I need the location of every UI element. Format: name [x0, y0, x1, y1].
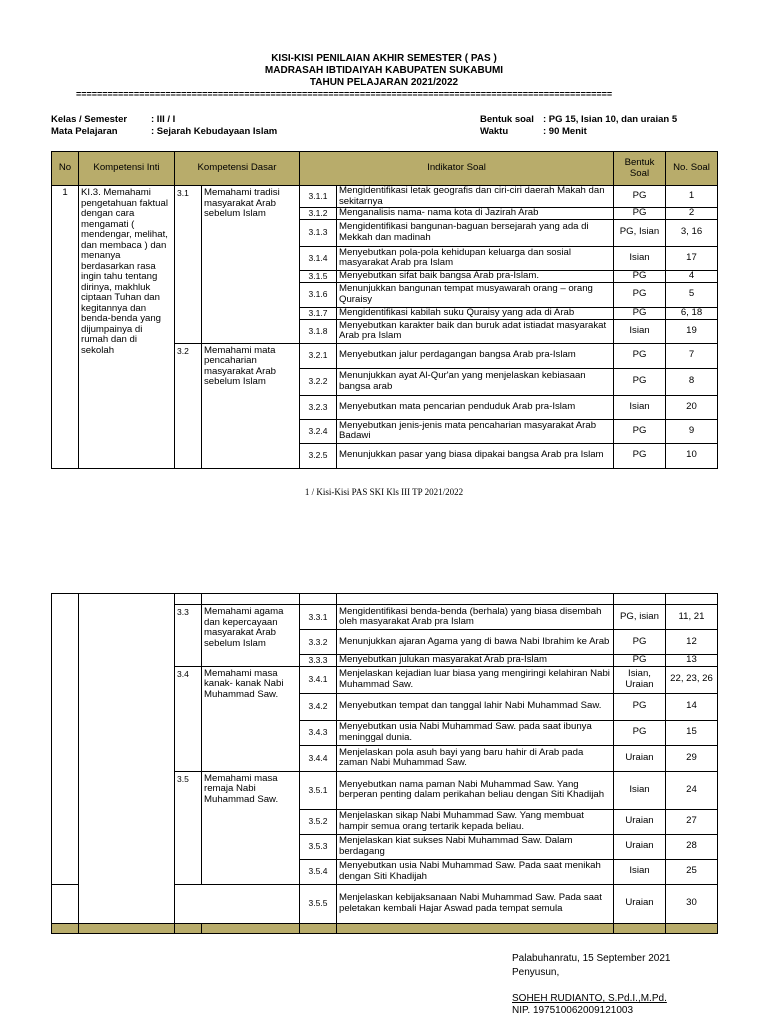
indicator-text: Menyebutkan usia Nabi Muhammad Saw. Pada saat menikah dengan Siti Khadijah — [337, 859, 614, 884]
bentuk-label: Bentuk soal — [480, 114, 534, 125]
question-type: PG — [614, 282, 666, 307]
kisi-table-page1 — [51, 151, 718, 469]
question-number: 11, 21 — [666, 605, 718, 630]
signature-role: Penyusun, — [512, 967, 560, 978]
indicator-text: Menyebutkan pola-pola kehidupan keluarga dan sosial masyarakat Arab pra Islam — [337, 246, 614, 270]
indicator-code: 3.1.6 — [300, 282, 337, 307]
kelas-value: : III / I — [151, 114, 176, 125]
indicator-text: Menyebutkan jalur perdagangan bangsa Arab pra-Islam — [337, 343, 614, 368]
indicator-text: Mengidentifikasi letak geografis dan ciri-ciri daerah Makah dan sekitarnya — [337, 186, 614, 208]
indicator-text: Menunjukkan bangunan tempat musyawarah orang – orang Quraisy — [337, 282, 614, 307]
waktu-value: : 90 Menit — [543, 126, 587, 137]
table-row — [52, 186, 718, 208]
indicator-text: Menunjukkan ajaran Agama yang di bawa Nabi Ibrahim ke Arab — [337, 630, 614, 655]
indicator-text: Menjelaskan kebijaksanaan Nabi Muhammad Saw. Pada saat peletakan kembali Hajar Aswad pada tempat semula — [337, 884, 614, 923]
indicator-code: 3.5.4 — [300, 859, 337, 884]
kd-text: Memahami tradisi masyarakat Arab sebelum Islam — [202, 186, 300, 344]
signature-place-date: Palabuhanratu, 15 September 2021 — [512, 953, 671, 964]
indicator-text: Menyebutkan karakter baik dan buruk adat istiadat masyarakat Arab pra Islam — [337, 319, 614, 343]
question-type: PG — [614, 270, 666, 282]
meta-bentuk — [480, 114, 677, 126]
question-number: 29 — [666, 745, 718, 771]
table-row-blank — [52, 594, 718, 605]
indicator-text: Menjelaskan pola asuh bayi yang baru hahir di Arab pada zaman Nabi Muhammad Saw. — [337, 745, 614, 771]
question-type: Uraian — [614, 884, 666, 923]
question-number: 27 — [666, 809, 718, 834]
question-type: PG — [614, 343, 666, 368]
indicator-code: 3.2.4 — [300, 419, 337, 443]
col-header-kd: Kompetensi Dasar — [175, 152, 300, 186]
indicator-code: 3.4.3 — [300, 720, 337, 745]
question-type: PG, isian — [614, 605, 666, 630]
question-type: Uraian — [614, 745, 666, 771]
mapel-value: : Sejarah Kebudayaan Islam — [151, 126, 278, 137]
indicator-text: Menunjukkan ayat Al-Qur'an yang menjelaskan kebiasaan bangsa arab — [337, 368, 614, 395]
question-number: 25 — [666, 859, 718, 884]
question-number: 12 — [666, 630, 718, 655]
mapel-label: Mata Pelajaran — [51, 126, 118, 137]
doc-title-line3: TAHUN PELAJARAN 2021/2022 — [309, 77, 459, 88]
indicator-code: 3.4.4 — [300, 745, 337, 771]
ki-cell-empty — [79, 594, 175, 924]
question-type: PG — [614, 693, 666, 720]
indicator-text: Menyebutkan usia Nabi Muhammad Saw. pada saat ibunya meninggal dunia. — [337, 720, 614, 745]
indicator-code: 3.5.3 — [300, 834, 337, 859]
indicator-code: 3.4.1 — [300, 666, 337, 693]
ki-text: KI.3. Memahami pengetahuan faktual dengan cara mengamati ( mendengar, melihat, dan membaca ) dan menanya berdasarkan rasa ingin tahu tentang dirinya, makhluk ciptaan Tuhan dan kegitannya dan benda-benda yang dijumpainya di rumah dan di sekolah — [79, 186, 175, 469]
question-number: 9 — [666, 419, 718, 443]
indicator-text: Mengidentifikasi benda-benda (berhala) yang biasa disembah oleh masyarakat Arab pra Islam — [337, 605, 614, 630]
question-number: 7 — [666, 343, 718, 368]
title-separator: ====================================================================================================== — [76, 89, 613, 99]
question-number: 2 — [666, 208, 718, 220]
kd-text: Memahami masa kanak- kanak Nabi Muhammad Saw. — [202, 666, 300, 771]
col-header-nosoal: No. Soal — [666, 152, 718, 186]
indicator-text: Menyebutkan julukan masyarakat Arab pra-Islam — [337, 655, 614, 667]
question-type: Isian — [614, 859, 666, 884]
col-header-bentuk: Bentuk Soal — [614, 152, 666, 186]
indicator-text: Menyebutkan nama paman Nabi Muhammad Saw. Yang berperan penting dalam perikahan beliau dengan Siti Khadijah — [337, 771, 614, 809]
question-number: 19 — [666, 319, 718, 343]
question-number: 13 — [666, 655, 718, 667]
indicator-text: Menjelaskan kiat sukses Nabi Muhammad Saw. Dalam berdagang — [337, 834, 614, 859]
kd-number: 3.1 — [175, 186, 202, 344]
question-number: 10 — [666, 443, 718, 468]
indicator-code: 3.1.1 — [300, 186, 337, 208]
question-type: PG — [614, 443, 666, 468]
indicator-code: 3.2.5 — [300, 443, 337, 468]
indicator-text: Mengidentifikasi bangunan-baguan bersejarah yang ada di Mekkah dan madinah — [337, 219, 614, 246]
kd-text: Memahami masa remaja Nabi Muhammad Saw. — [202, 771, 300, 884]
question-number: 3, 16 — [666, 219, 718, 246]
signature-nip: NIP. 197510062009121003 — [512, 1005, 634, 1016]
indicator-code: 3.4.2 — [300, 693, 337, 720]
question-type: PG — [614, 186, 666, 208]
indicator-text: Menjelaskan kejadian luar biasa yang mengiringi kelahiran Nabi Muhammad Saw. — [337, 666, 614, 693]
indicator-code: 3.2.2 — [300, 368, 337, 395]
kd-cell-empty — [175, 884, 300, 923]
indicator-text: Menunjukkan pasar yang biasa dipakai bangsa Arab pra Islam — [337, 443, 614, 468]
question-type: PG, Isian — [614, 219, 666, 246]
meta-mapel — [51, 126, 277, 138]
ki-number: 1 — [52, 186, 79, 469]
question-type: PG — [614, 368, 666, 395]
question-type: Uraian — [614, 809, 666, 834]
question-number: 8 — [666, 368, 718, 395]
indicator-text: Menyebutkan mata pencarian penduduk Arab pra-Islam — [337, 395, 614, 419]
doc-title-line2: MADRASAH IBTIDAIYAH KABUPATEN SUKABUMI — [264, 65, 504, 76]
indicator-code: 3.1.2 — [300, 208, 337, 220]
indicator-code: 3.2.1 — [300, 343, 337, 368]
indicator-code: 3.5.5 — [300, 884, 337, 923]
waktu-label: Waktu — [480, 126, 509, 137]
question-number: 30 — [666, 884, 718, 923]
kd-text: Memahami agama dan kepercayaan masyarakat Arab sebelum Islam — [202, 605, 300, 667]
question-number: 5 — [666, 282, 718, 307]
indicator-code: 3.3.3 — [300, 655, 337, 667]
question-type: PG — [614, 419, 666, 443]
meta-kelas — [51, 114, 175, 126]
indicator-text: Menyebutkan sifat baik bangsa Arab pra-Islam. — [337, 270, 614, 282]
question-number: 24 — [666, 771, 718, 809]
question-type: Isian, Uraian — [614, 666, 666, 693]
question-type: Isian — [614, 395, 666, 419]
question-type: Isian — [614, 771, 666, 809]
table-footer-band — [52, 923, 718, 933]
indicator-code: 3.2.3 — [300, 395, 337, 419]
col-header-indikator: Indikator Soal — [300, 152, 614, 186]
indicator-text: Menyebutkan jenis-jenis mata pencaharian masyarakat Arab Badawi — [337, 419, 614, 443]
question-type: PG — [614, 655, 666, 667]
indicator-code: 3.1.3 — [300, 219, 337, 246]
indicator-code: 3.3.1 — [300, 605, 337, 630]
kd-number: 3.2 — [175, 343, 202, 468]
question-number: 28 — [666, 834, 718, 859]
indicator-code: 3.5.1 — [300, 771, 337, 809]
kd-number: 3.4 — [175, 666, 202, 771]
question-number: 15 — [666, 720, 718, 745]
kelas-label: Kelas / Semester — [51, 114, 128, 125]
kd-text: Memahami mata pencaharian masyarakat Arab sebelum Islam — [202, 343, 300, 468]
question-type: PG — [614, 307, 666, 319]
question-number: 14 — [666, 693, 718, 720]
question-number: 4 — [666, 270, 718, 282]
doc-title-line1: KISI-KISI PENILAIAN AKHIR SEMESTER ( PAS ) — [271, 53, 497, 64]
indicator-code: 3.1.8 — [300, 319, 337, 343]
question-number: 22, 23, 26 — [666, 666, 718, 693]
page-footer-note: 1 / Kisi-Kisi PAS SKI Kls III TP 2021/2022 — [304, 487, 464, 497]
question-type: Uraian — [614, 834, 666, 859]
col-header-ki: Kompetensi Inti — [79, 152, 175, 186]
col-header-no: No — [52, 152, 79, 186]
question-number: 17 — [666, 246, 718, 270]
meta-waktu — [480, 126, 587, 138]
question-type: Isian — [614, 319, 666, 343]
kd-number: 3.3 — [175, 605, 202, 667]
indicator-code: 3.1.7 — [300, 307, 337, 319]
no-cell-empty — [52, 884, 79, 923]
question-number: 20 — [666, 395, 718, 419]
question-type: PG — [614, 720, 666, 745]
question-number: 6, 18 — [666, 307, 718, 319]
indicator-text: Menjelaskan sikap Nabi Muhammad Saw. Yang membuat hampir semua orang tertarik kepada beliau. — [337, 809, 614, 834]
question-number: 1 — [666, 186, 718, 208]
kd-number: 3.5 — [175, 771, 202, 884]
question-type: PG — [614, 208, 666, 220]
indicator-text: Menyebutkan tempat dan tanggal lahir Nabi Muhammad Saw. — [337, 693, 614, 720]
bentuk-value: : PG 15, Isian 10, dan uraian 5 — [543, 114, 678, 125]
table-header-row — [52, 152, 718, 186]
no-cell-empty — [52, 594, 79, 885]
kisi-table-page2 — [51, 593, 718, 934]
indicator-code: 3.3.2 — [300, 630, 337, 655]
question-type: Isian — [614, 246, 666, 270]
indicator-text: Menganalisis nama- nama kota di Jazirah Arab — [337, 208, 614, 220]
indicator-code: 3.5.2 — [300, 809, 337, 834]
question-type: PG — [614, 630, 666, 655]
indicator-code: 3.1.4 — [300, 246, 337, 270]
indicator-code: 3.1.5 — [300, 270, 337, 282]
indicator-text: Mengidentifikasi kabilah suku Quraisy yang ada di Arab — [337, 307, 614, 319]
signature-name: SOHEH RUDIANTO, S.Pd.I.,M.Pd. — [512, 993, 667, 1004]
